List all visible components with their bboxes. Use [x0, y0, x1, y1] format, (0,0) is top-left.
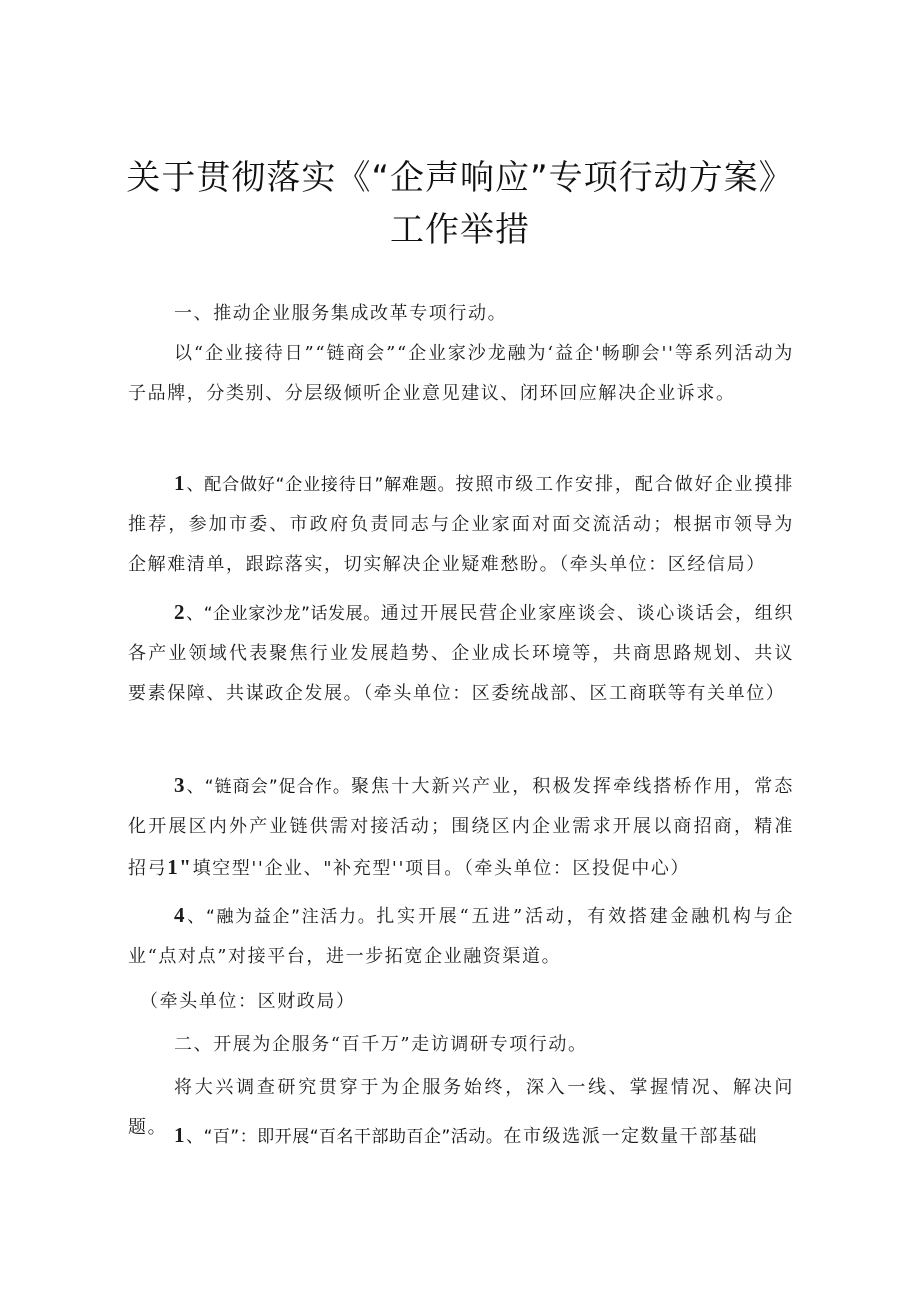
item-3-paragraph	[128, 765, 794, 889]
item-2-text: 通过开展民营企业家座谈会、谈心谈话会，组织各产业领域代表聚焦行业发展趋势、企业成长环境等，共商思路规划、共议要素保障、共谋政企发展。（牵头单位：区委统战部、区工商联等有关单位）	[128, 603, 794, 704]
item-4-lead-unit: （牵头单位：区财政局）	[140, 991, 356, 1012]
section2-intro: 将大兴调查研究贯穿于为企服务始终，深入一线、掌握情况、解决问题。	[128, 1077, 794, 1138]
item-2-keyword: “企业家沙龙”话发展。	[203, 604, 381, 624]
item-5-text: 在市级选派一定数量干部基础	[503, 1126, 759, 1147]
item-5-number: 1	[174, 1123, 187, 1147]
document-title: 关于贯彻落实《“企声响应”专项行动方案》工作举措	[126, 158, 794, 250]
item-4-separator: 、	[186, 907, 206, 927]
item-1-separator: 、	[186, 475, 205, 495]
item-1-text: 按照市级工作安排，配合做好企业摸排推荐，参加市委、市政府负责同志与企业家面对面交流活动；根据市领导为企解难清单，跟踪落实，切实解决企业疑难愁盼。（牵头单位：区经信局）	[128, 474, 794, 575]
item-3-number: 3	[174, 773, 187, 797]
item-4-text: 扎实开展“五进”活动，有效搭建金融机构与企业“点对点”对接平台，进一步拓宽企业融资渠道。	[128, 906, 794, 967]
item-4-paragraph	[128, 895, 794, 977]
item-3-keyword: “链商会”促合作。	[204, 777, 351, 797]
item-3-text-c: 填空型''企业、"补充型''项目。（牵头单位：区投促中心）	[192, 858, 691, 879]
item-5-paragraph	[128, 1115, 794, 1157]
item-5-separator: 、	[186, 1127, 204, 1147]
item-1-keyword: 配合做好“企业接待日”解难题。	[204, 475, 456, 495]
item-2-paragraph	[128, 592, 794, 714]
item-5-keyword: “百”：即开展“百名干部助百企”活动。	[203, 1127, 504, 1147]
item-4-keyword: “融为益企”注活力。	[205, 907, 377, 927]
section1-intro: 以“企业接待日”“链商会”“企业家沙龙融为‘益企'畅聊会''等系列活动为子品牌，分类别、分层级倾听企业意见建议、闭环回应解决企业诉求。	[128, 343, 794, 404]
item-2-separator: 、	[186, 604, 204, 624]
section1-heading: 一、推动企业服务集成改革专项行动。	[174, 303, 508, 324]
item-2-number: 2	[174, 600, 187, 624]
section2-heading: 二、开展为企服务“百千万”走访调研专项行动。	[174, 1034, 588, 1055]
item-4-number: 4	[174, 903, 187, 927]
item-3-text-a: 聚焦十大新兴产业，积极发挥牵线搭桥作用，常态化开展区内外产业链供需对接活动；围绕区内企业需求开展以商招商，精准招弓	[128, 776, 795, 879]
item-3-separator: 、	[186, 777, 205, 797]
item-1-paragraph	[128, 463, 794, 585]
item-3-text-b: 1"	[167, 855, 193, 879]
item-1-number: 1	[174, 471, 187, 495]
